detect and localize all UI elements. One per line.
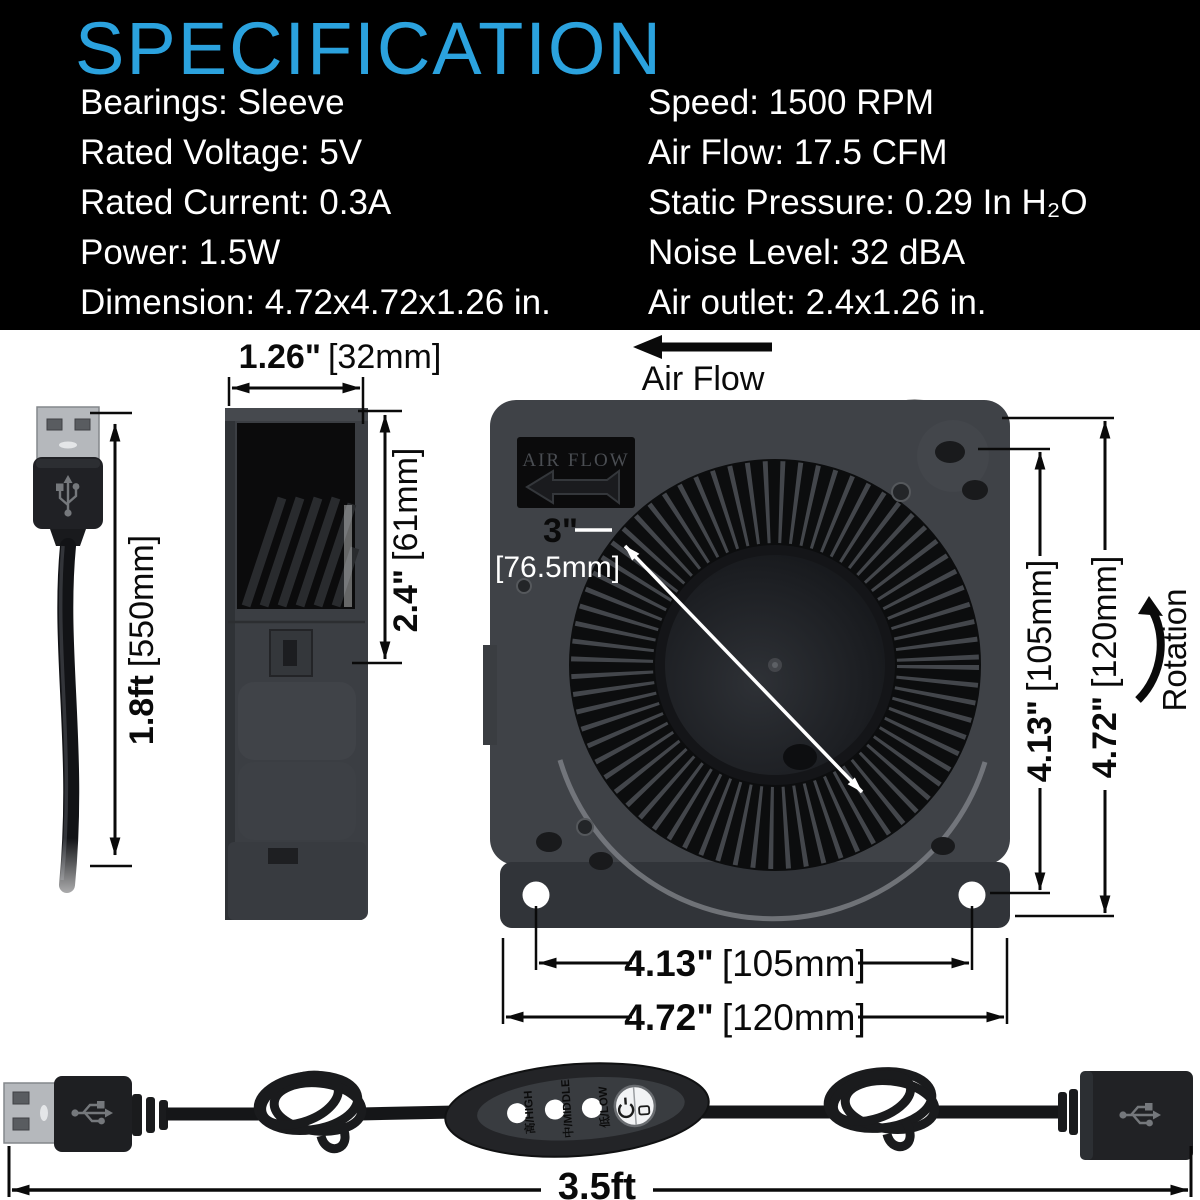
- spec-static-pressure: Static Pressure: 0.29 In H₂O: [648, 183, 1088, 222]
- spec-rated-current: Rated Current: 0.3A: [80, 183, 392, 222]
- dim-impeller-value: 3": [543, 512, 579, 550]
- fan-front-view: [483, 400, 1010, 928]
- dim-cable-length-label: 3.5ft: [557, 1166, 637, 1200]
- spec-rated-voltage: Rated Voltage: 5V: [80, 133, 363, 172]
- middle-label: 中/MIDDLE: [559, 1078, 576, 1139]
- dim-frame-vertical-label: 4.72"[120mm]: [1086, 555, 1124, 779]
- low-label: 低/LOW: [597, 1085, 613, 1129]
- dim-holes-vertical-label: 4.13"[105mm]: [1021, 559, 1059, 783]
- dim-impeller-bracket: [76.5mm]: [495, 551, 621, 584]
- spec-header: [0, 0, 1200, 330]
- spec-air-flow: Air Flow: 17.5 CFM: [648, 133, 948, 172]
- spec-power: Power: 1.5W: [80, 233, 281, 272]
- spec-bearings: Bearings: Sleeve: [80, 83, 345, 122]
- engraved-airflow-label: AIR FLOW: [522, 450, 630, 471]
- speed-controller: [442, 1055, 712, 1165]
- mounting-hole-left: [523, 882, 550, 909]
- air-flow-direction-label: Air Flow: [641, 360, 765, 398]
- power-button[interactable]: [614, 1085, 657, 1128]
- dim-depth-label: 1.26" [32mm]: [238, 338, 442, 376]
- spec-speed: Speed: 1500 RPM: [648, 83, 935, 122]
- mounting-hole-right: [959, 882, 986, 909]
- dim-holes-horizontal-label: 4.13" [105mm]: [624, 943, 866, 984]
- high-label: 高/HIGH: [522, 1090, 538, 1135]
- air-flow-arrow-icon: [633, 335, 772, 359]
- usb-cable-assembly: [4, 1055, 1193, 1165]
- spec-list-left: [80, 78, 551, 328]
- cable-loop-right: [825, 1066, 937, 1147]
- usb-plug-top: [33, 407, 103, 938]
- dim-frame-horizontal-label: 4.72" [120mm]: [624, 997, 866, 1038]
- spec-list-right: [648, 78, 1088, 328]
- dim-cable-to-fan-label: 1.8ft[550mm]: [123, 534, 161, 746]
- spec-dimension: Dimension: 4.72x4.72x1.26 in.: [80, 283, 551, 322]
- usb-socket-right: [1058, 1071, 1193, 1160]
- page-title: SPECIFICATION: [75, 7, 663, 90]
- dim-outlet-label: 2.4"[61mm]: [387, 447, 425, 633]
- usb-plug-bottom: [4, 1076, 168, 1152]
- rotation-label: Rotation: [1156, 588, 1193, 712]
- fan-side-view: [225, 408, 368, 920]
- spec-air-outlet: Air outlet: 2.4x1.26 in.: [648, 283, 987, 322]
- cable-loop-left: [255, 1066, 364, 1149]
- spec-noise-level: Noise Level: 32 dBA: [648, 233, 966, 272]
- technical-diagram: [0, 330, 1200, 1200]
- usb-metal-shell: [37, 407, 99, 459]
